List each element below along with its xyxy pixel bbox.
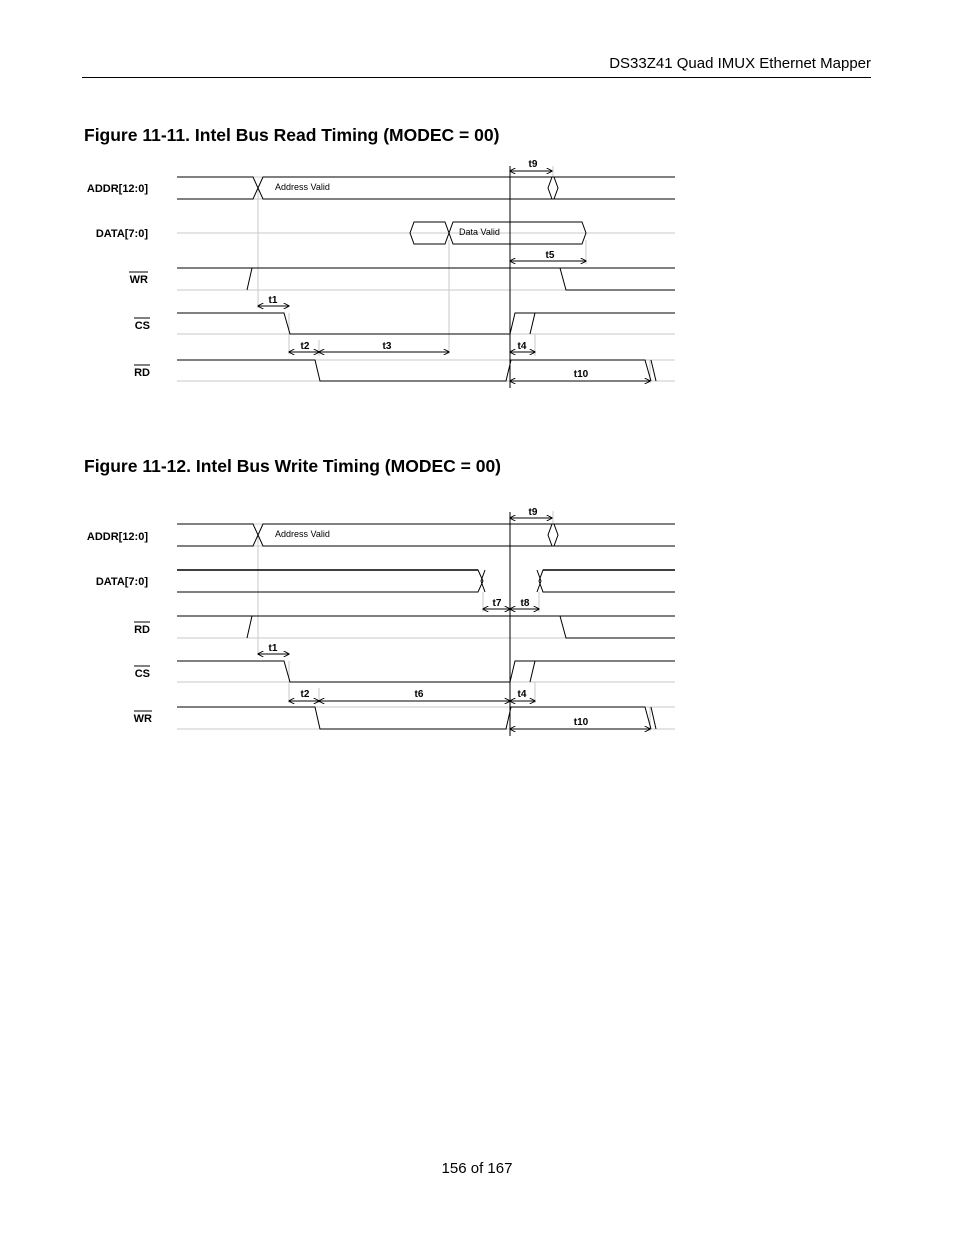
- document-title: DS33Z41 Quad IMUX Ethernet Mapper: [609, 55, 871, 72]
- timing-label-t5: t5: [545, 250, 555, 261]
- addr-waveform: [177, 524, 675, 546]
- signal-label-rd: RD: [134, 367, 150, 379]
- timing-label-t10: t10: [573, 369, 589, 380]
- timing-label-t4: t4: [517, 341, 527, 352]
- signal-label-rd: RD: [134, 624, 150, 636]
- data-waveform: [177, 570, 675, 592]
- timing-label-t8: t8: [520, 598, 530, 609]
- timing-label-t9: t9: [528, 507, 538, 518]
- write-timing-diagram: [0, 495, 954, 745]
- timing-label-t2: t2: [300, 689, 310, 700]
- timing-label-t6: t6: [414, 689, 424, 700]
- timing-arrows: [258, 171, 650, 381]
- signal-label-cs: CS: [134, 668, 150, 680]
- timing-label-t7: t7: [492, 598, 502, 609]
- figure-11-12-title: Figure 11-12. Intel Bus Write Timing (MODEC = 00): [84, 456, 502, 476]
- signal-label-data: DATA[7:0]: [95, 228, 148, 240]
- figure-11-11-title: Figure 11-11. Intel Bus Read Timing (MODEC = 00): [84, 125, 500, 145]
- addr-waveform: [177, 177, 675, 199]
- timing-label-t9: t9: [528, 159, 538, 170]
- signal-label-wr: WR: [133, 713, 152, 725]
- page-header: [82, 55, 871, 78]
- page-number: 156 of 167: [441, 1160, 513, 1177]
- timing-label-t3: t3: [382, 341, 392, 352]
- data-valid-label: Data Valid: [459, 227, 500, 237]
- signal-label-wr: WR: [129, 274, 148, 286]
- timing-label-t2: t2: [300, 341, 310, 352]
- signal-label-addr: ADDR[12:0]: [86, 531, 148, 543]
- address-valid-label: Address Valid: [275, 529, 330, 539]
- timing-arrows: [258, 518, 650, 729]
- wr-waveform: [177, 268, 675, 290]
- timing-label-t4: t4: [517, 689, 527, 700]
- timing-label-t1: t1: [268, 295, 278, 306]
- read-timing-diagram: [0, 150, 954, 400]
- cs-waveform: [177, 313, 675, 334]
- signal-label-addr: ADDR[12:0]: [86, 183, 148, 195]
- guide-lines: [177, 511, 675, 731]
- cs-waveform: [177, 661, 675, 682]
- address-valid-label: Address Valid: [275, 182, 330, 192]
- signal-label-cs: CS: [134, 320, 150, 332]
- timing-label-t1: t1: [268, 643, 278, 654]
- timing-label-t10: t10: [573, 717, 589, 728]
- signal-label-data: DATA[7:0]: [95, 576, 148, 588]
- rd-waveform: [177, 616, 675, 638]
